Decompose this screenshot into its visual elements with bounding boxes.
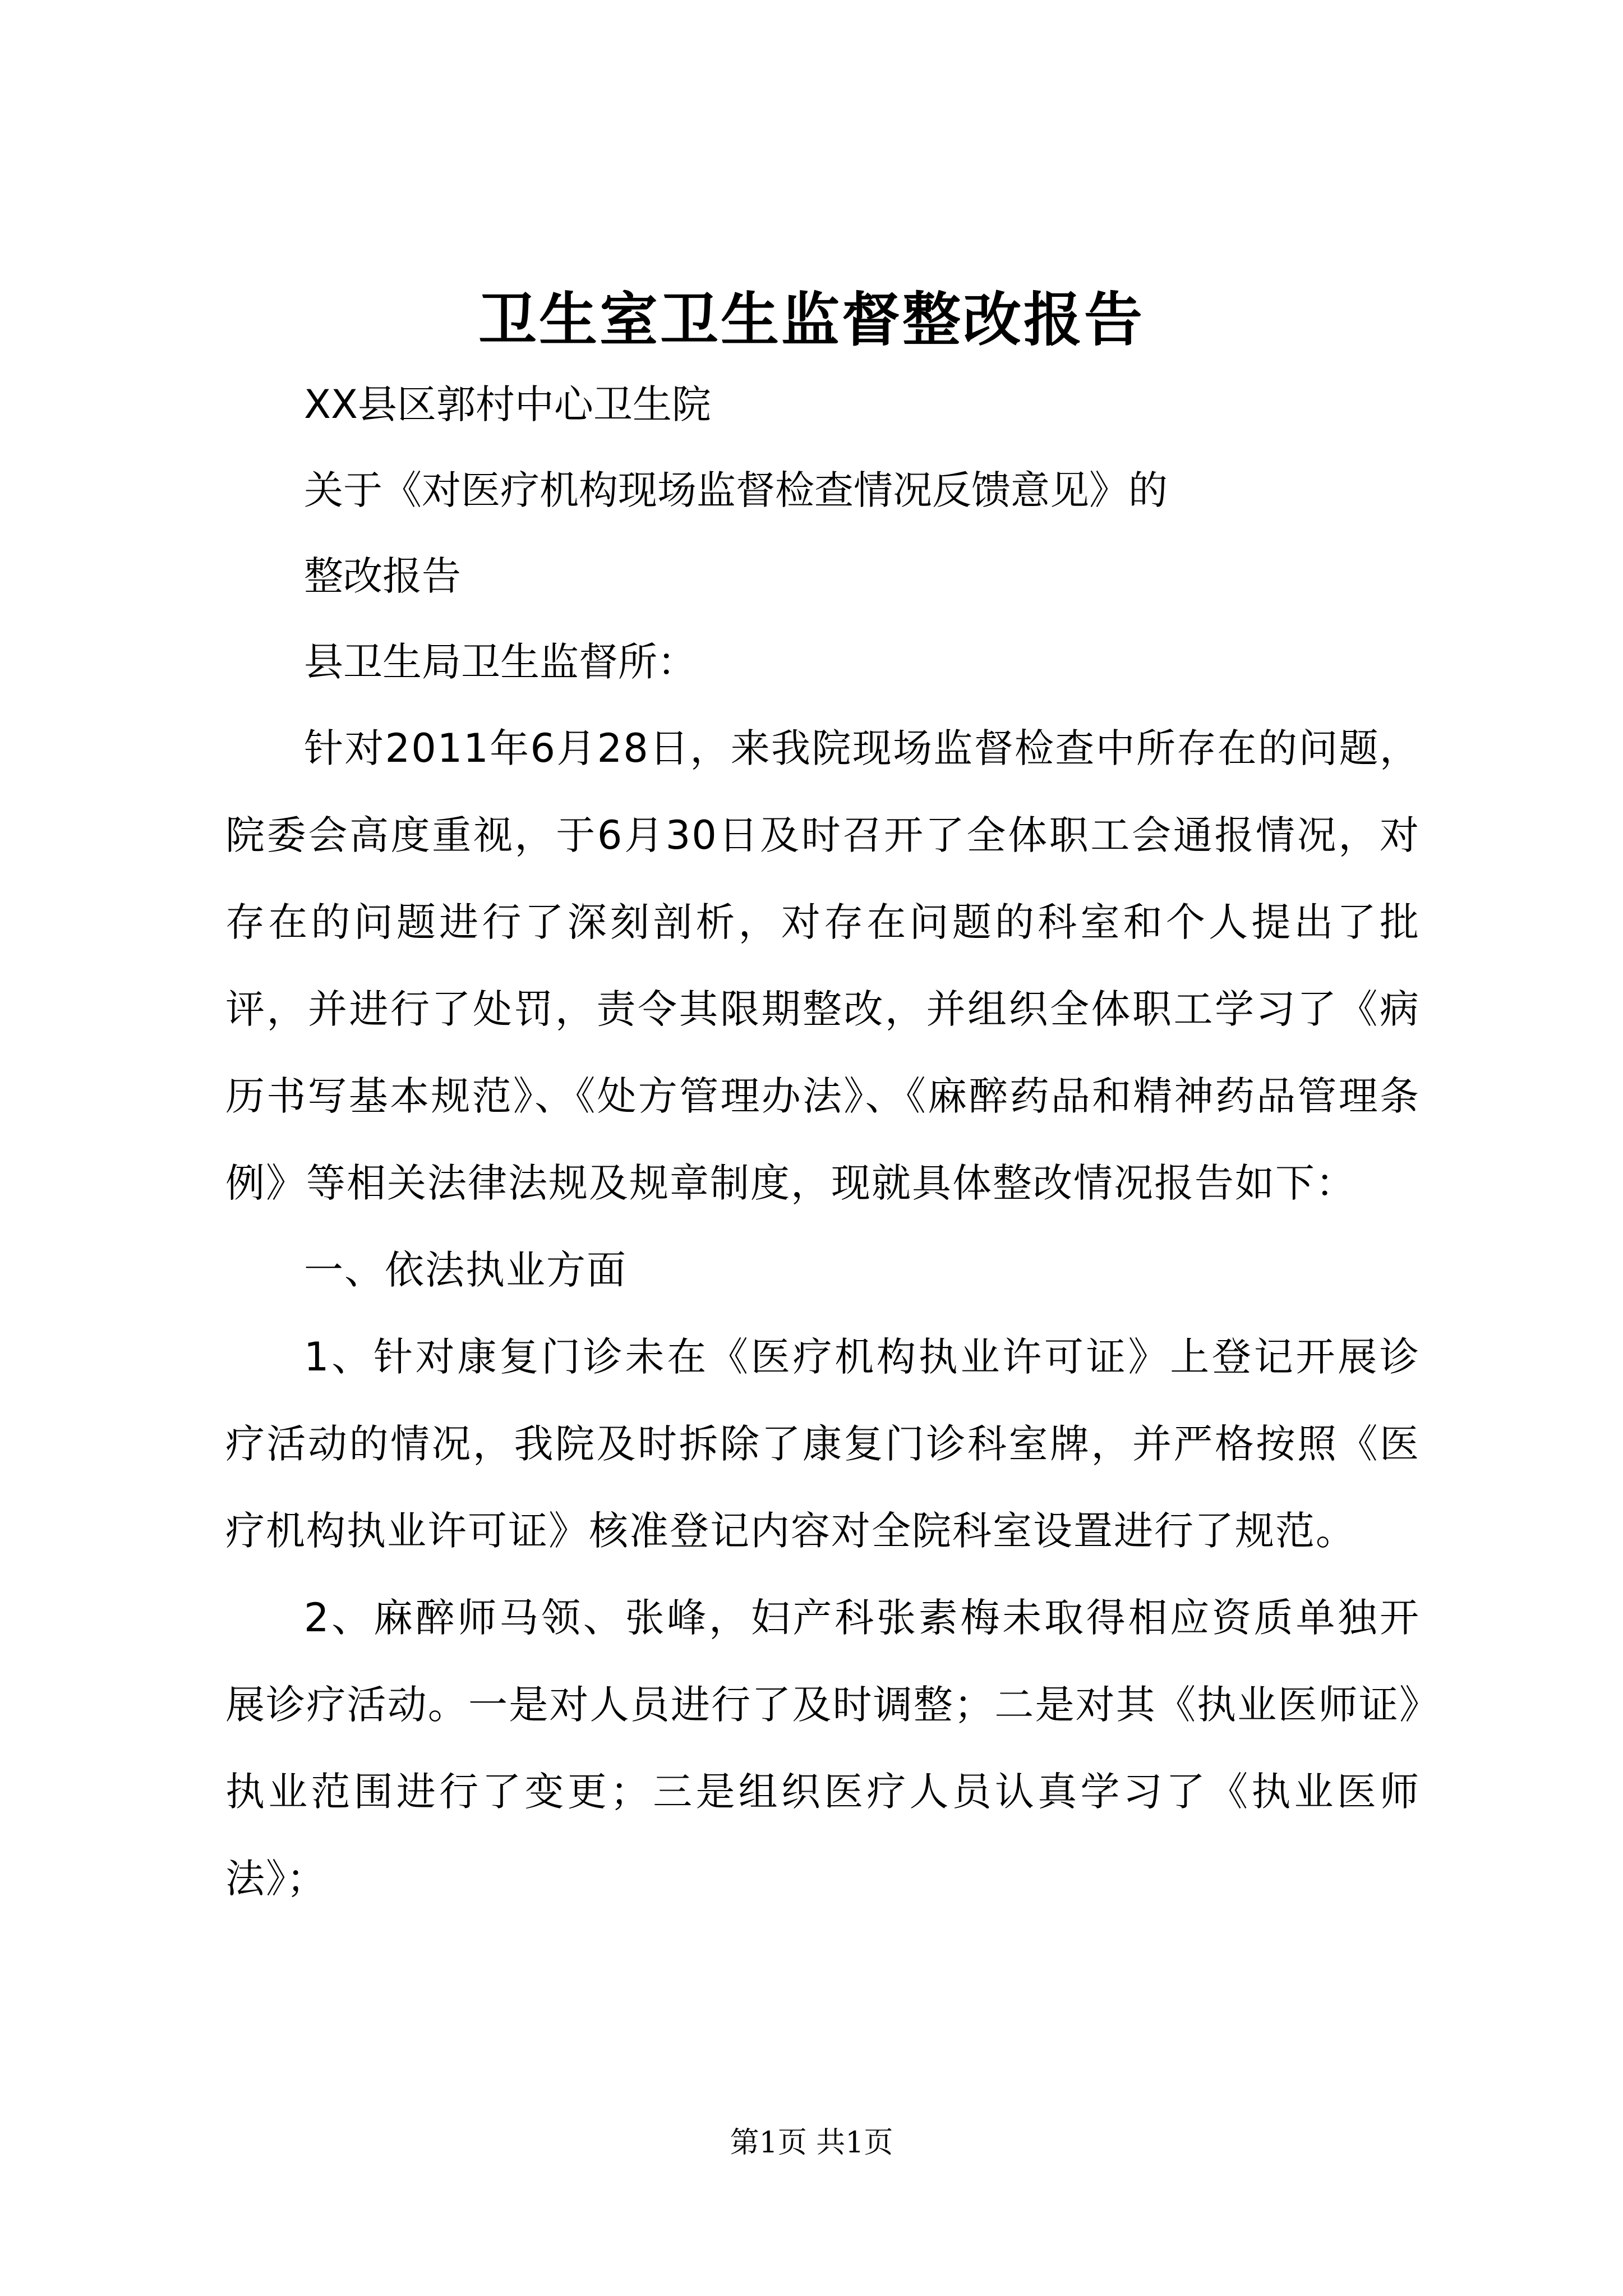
recipient-line: 县卫生局卫生监督所： xyxy=(304,639,697,685)
item-2-paragraph: 2、麻醉师马领、张峰，妇产科张素梅未取得相应资质单独开展诊疗活动。一是对人员进行了及时调整；二是对其《执业医师证》执业范围进行了变更；三是组织医疗人员认真学习了《执业医师法》； xyxy=(225,1595,1420,1902)
report-type-line: 整改报告 xyxy=(304,553,461,599)
intro-paragraph: 针对2011年6月28日，来我院现场监督检查中所存在的问题，院委会高度重视，于6月30日及时召开了全体职工会通报情况，对存在的问题进行了深刻剖析，对存在问题的科室和个人提出了批评，并进行了处罚，责令其限期整改，并组织全体职工学习了《病历书写基本规范》、《处方管理办法》、《麻醉药品和精神药品管理条例》等相关法律法规及规章制度，现就具体整改情况报告如下： xyxy=(225,725,1420,1206)
section-heading-legal-practice: 一、依法执业方面 xyxy=(304,1247,627,1293)
report-subject-line: 关于《对医疗机构现场监督检查情况反馈意见》的 xyxy=(304,467,1168,513)
document-body xyxy=(225,278,1420,1922)
hospital-name-line: XX县区郭村中心卫生院 xyxy=(304,381,711,427)
document-title: 卫生室卫生监督整改报告 xyxy=(478,285,1145,354)
page-footer: 第1页 共1页 xyxy=(730,2126,893,2160)
item-1-paragraph: 1、针对康复门诊未在《医疗机构执业许可证》上登记开展诊疗活动的情况，我院及时拆除了康复门诊科室牌，并严格按照《医疗机构执业许可证》核准登记内容对全院科室设置进行了规范。 xyxy=(225,1334,1420,1554)
